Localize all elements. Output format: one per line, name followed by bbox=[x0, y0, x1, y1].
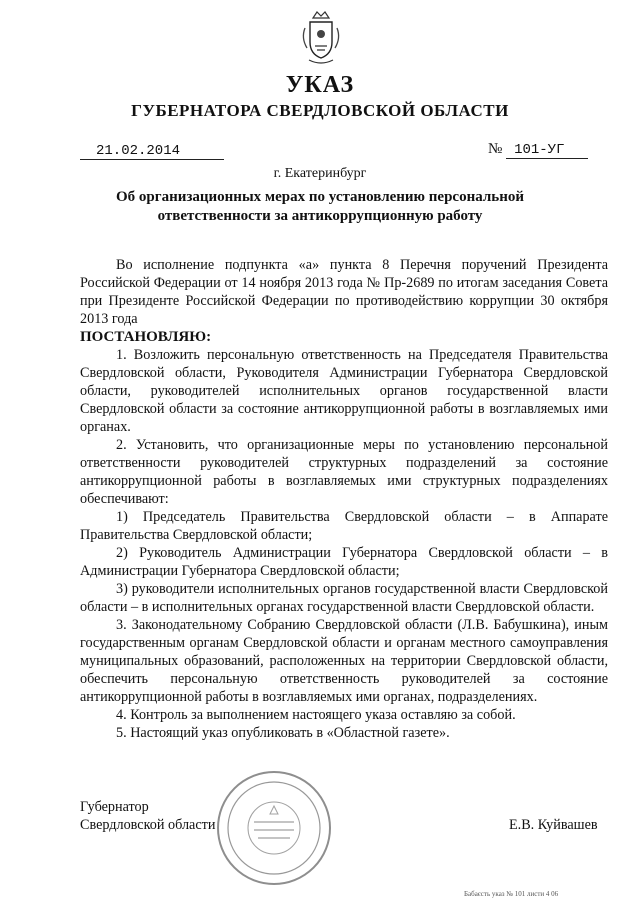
decree-subject bbox=[100, 188, 540, 226]
decree-body bbox=[80, 256, 608, 742]
subject-line-2: ответственности за антикоррупционную работу bbox=[157, 208, 483, 224]
item-2-3: 3) руководители исполнительных органов государственной власти Свердловской области – в исполнительных органах государственной власти Свердловской области. bbox=[80, 581, 608, 615]
subject-line-1: Об организационных мерах по установлению персональной bbox=[116, 189, 524, 205]
round-seal-icon bbox=[214, 768, 334, 888]
item-4: 4. Контроль за выполнением настоящего указа оставляю за собой. bbox=[116, 707, 516, 723]
item-5: 5. Настоящий указ опубликовать в «Областной газете». bbox=[116, 725, 450, 741]
footer-note: Бабаєсть указ № 101 листи 4 06 bbox=[464, 890, 559, 898]
item-3: 3. Законодательному Собранию Свердловской области (Л.В. Бабушкина), иным государственным органам Свердловской области и органам местного самоуправления муниципальных образований, расположенных на территории Свердловской области, обеспечить персональную ответственность руководителей за состояние антикоррупционной работы в возглавляемых ими органах, подразделениях. bbox=[80, 617, 608, 705]
signature-position bbox=[80, 798, 215, 834]
position-line-1: Губернатор bbox=[80, 799, 149, 815]
decree-word: ПОСТАНОВЛЯЮ: bbox=[80, 329, 212, 345]
preamble: Во исполнение подпункта «а» пункта 8 Перечня поручений Президента Российской Федерации от 14 ноября 2013 года № Пр-2689 по итогам заседания Совета при Президенте Российской Федерации по противодействию коррупции 30 октября 2013 года bbox=[80, 257, 608, 327]
number-value: 101-УГ bbox=[506, 142, 588, 159]
position-line-2: Свердловской области bbox=[80, 817, 216, 833]
city: г. Екатеринбург bbox=[273, 166, 367, 181]
item-2-1: 1) Председатель Правительства Свердловской области – в Аппарате Правительства Свердловской области; bbox=[80, 509, 608, 543]
doc-subtitle: ГУБЕРНАТОРА СВЕРДЛОВСКОЙ ОБЛАСТИ bbox=[131, 101, 509, 120]
doc-title: УКАЗ bbox=[285, 72, 355, 98]
number-label: № bbox=[488, 141, 503, 157]
item-2: 2. Установить, что организационные меры по установлению персональной ответственности руководителей структурных подразделений за состояние антикоррупционной работы в возглавляемых ими структурных подразделениях обеспечивают: bbox=[80, 437, 608, 507]
signatory-name: Е.В. Куйвашев bbox=[509, 817, 598, 833]
item-1: 1. Возложить персональную ответственность на Председателя Правительства Свердловской области, Руководителя Администрации Губернатора Свердловской области, руководителей исполнительных органов государственной власти Свердловской области за состояние антикоррупционной работы в возглавляемых ими органах. bbox=[80, 347, 608, 435]
item-2-2: 2) Руководитель Администрации Губернатора Свердловской области – в Администрации Губернатора Свердловской области; bbox=[80, 545, 608, 579]
decree-number bbox=[488, 141, 606, 159]
decree-date: 21.02.2014 bbox=[80, 143, 224, 160]
coat-of-arms-icon bbox=[299, 8, 343, 66]
